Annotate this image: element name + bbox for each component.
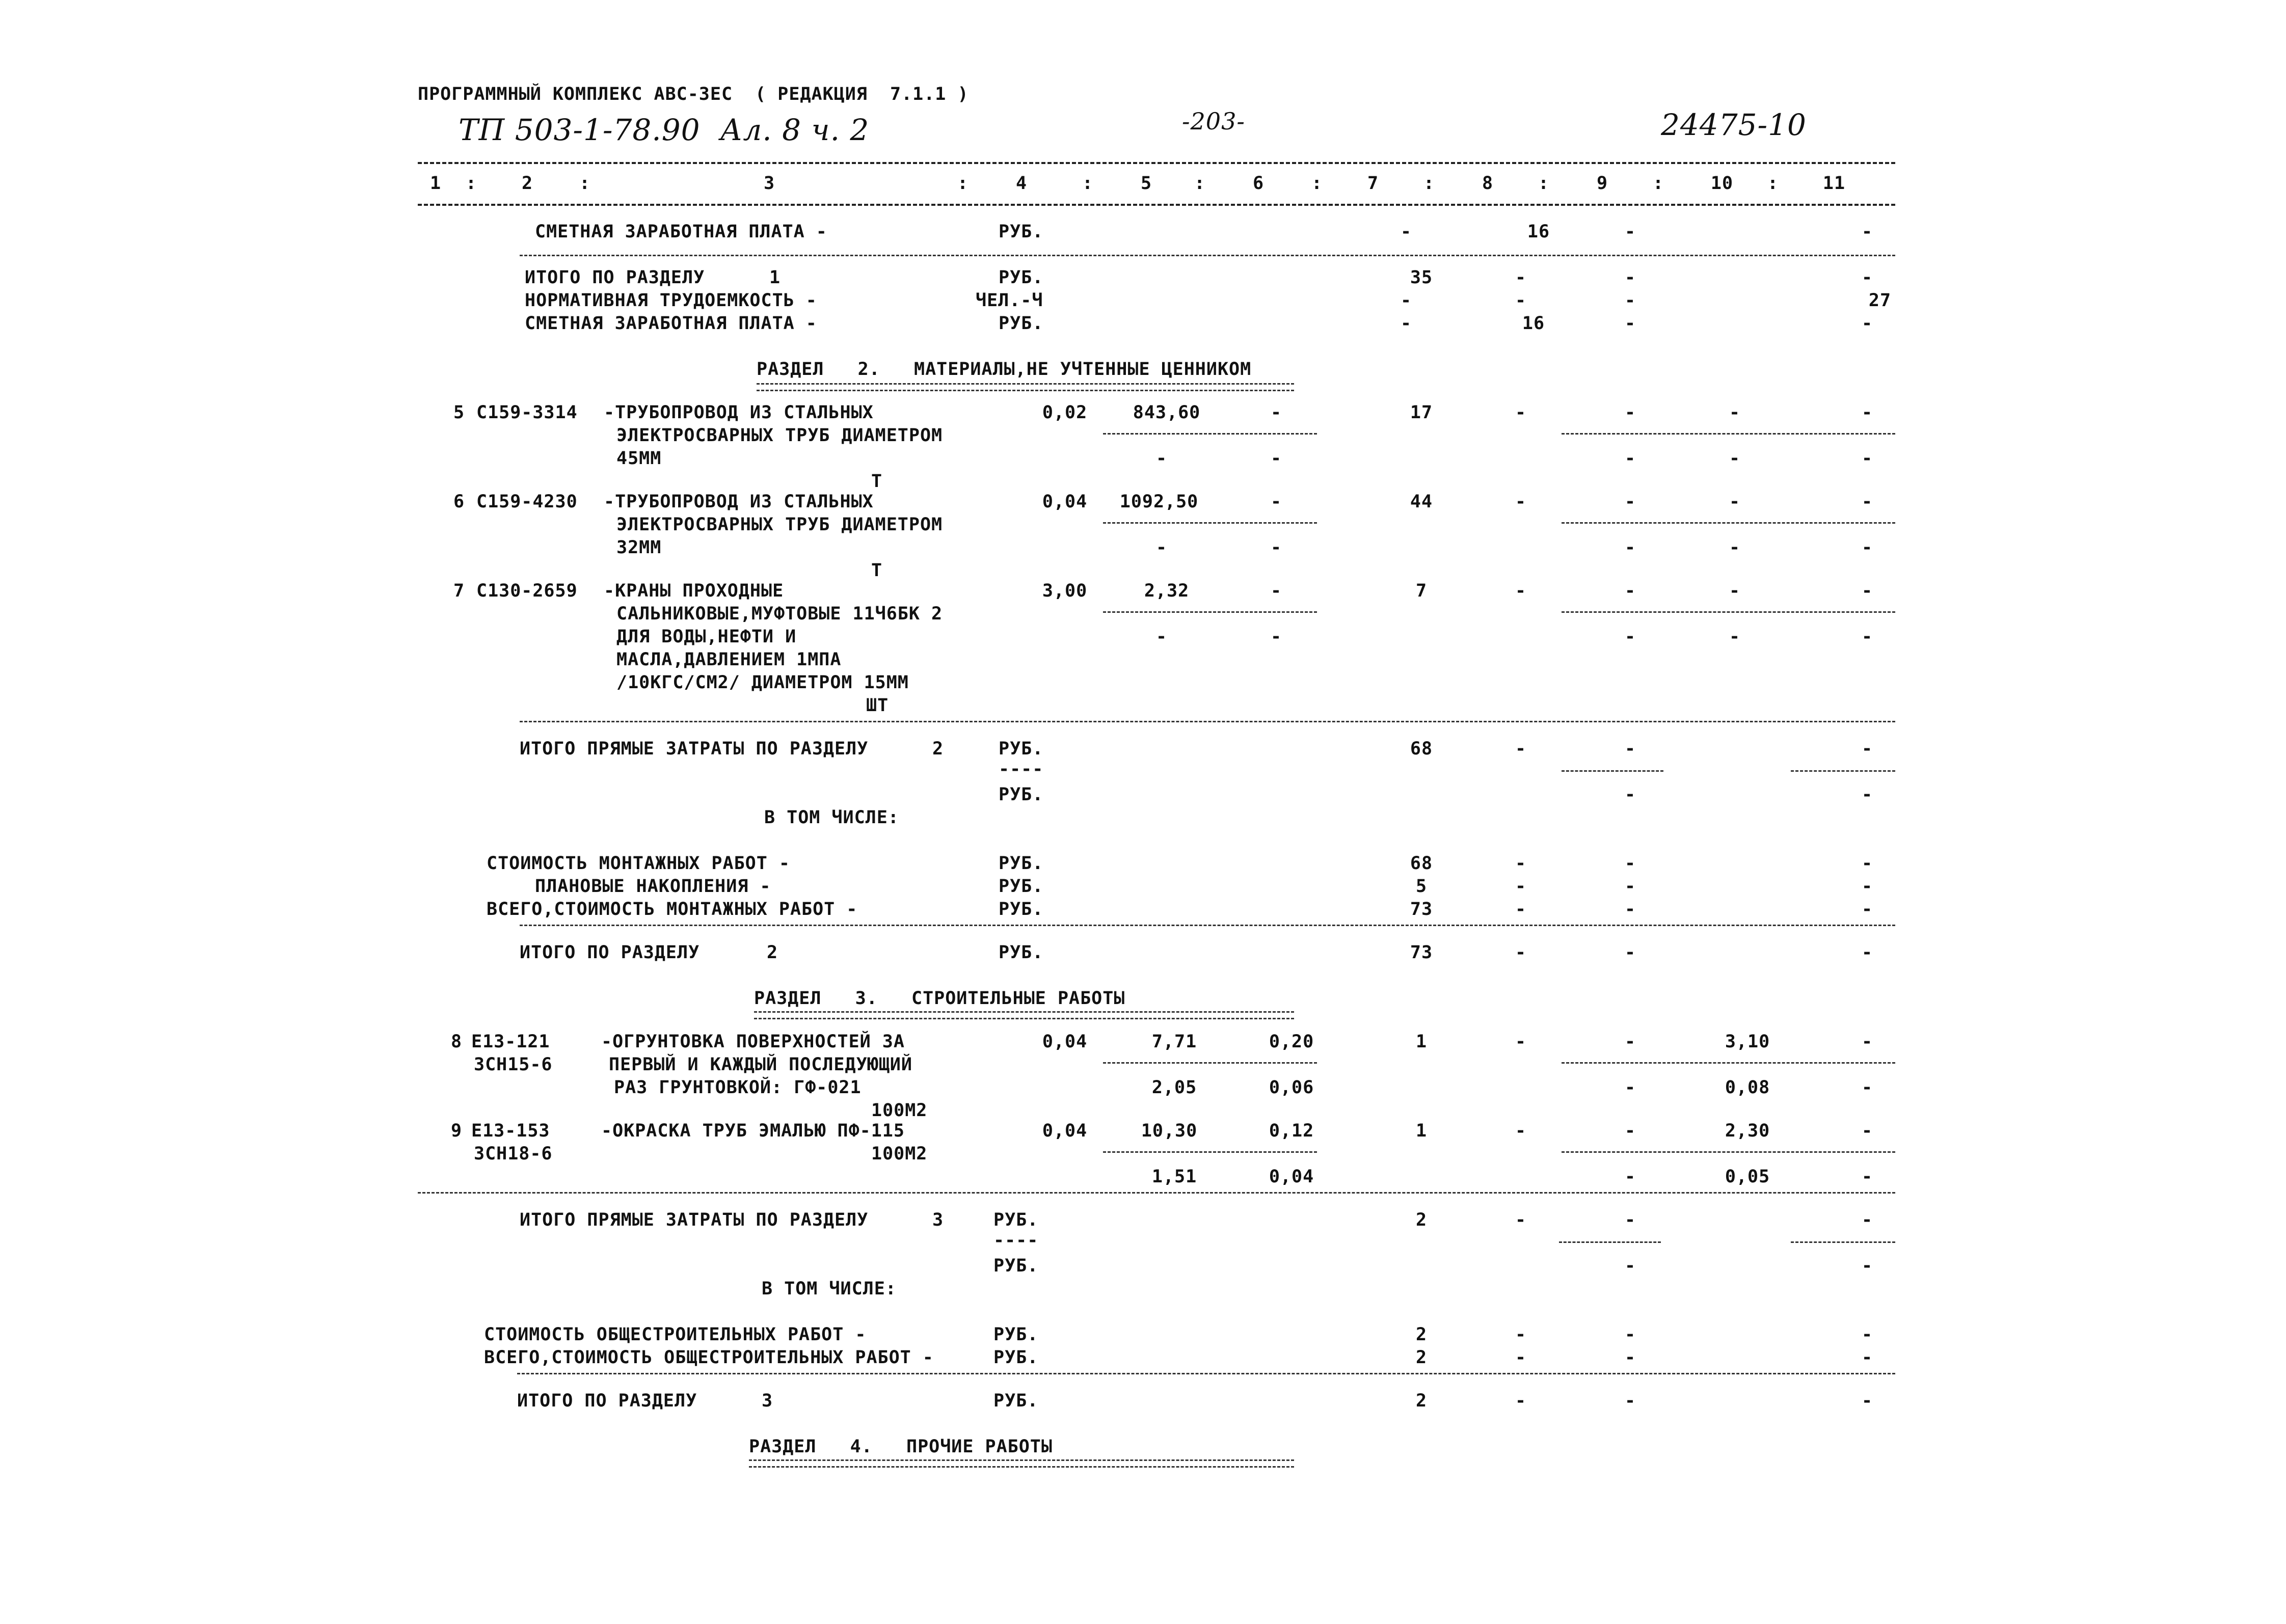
item-8-line-3: РАЗ ГРУНТОВКОЙ: ГФ-021	[614, 1077, 862, 1098]
item-5-no: 5	[453, 402, 465, 423]
item-8-code2: ЗСН15-6	[474, 1054, 553, 1075]
col-sep: :	[1311, 173, 1323, 194]
divider	[418, 1192, 1895, 1194]
item-9-c7: 1	[1415, 1121, 1428, 1141]
item-8-subline	[1562, 1062, 1895, 1064]
item-7-b6: -	[1270, 627, 1282, 647]
item-7-subline	[1103, 611, 1317, 613]
item-6-line-3: 32ММ	[616, 537, 662, 558]
s2-mount-c9: -	[1624, 853, 1636, 874]
item-5-c6: -	[1270, 402, 1282, 423]
s1-labor-c8: -	[1515, 290, 1527, 311]
s3-direct-subline	[1559, 1241, 1661, 1243]
s2-total-c9: -	[1624, 942, 1636, 963]
s2-all-label: ВСЕГО,СТОИМОСТЬ МОНТАЖНЫХ РАБОТ -	[487, 899, 858, 919]
s2-mount-label: СТОИМОСТЬ МОНТАЖНЫХ РАБОТ -	[487, 853, 790, 874]
doc-code: ТП 503-1-78.90 Ал. 8 ч. 2	[459, 113, 870, 147]
item-7-price: 2,32	[1144, 581, 1190, 601]
s3-total-c8: -	[1515, 1391, 1527, 1411]
item-5-c10: -	[1729, 402, 1741, 423]
item-8-c9: -	[1624, 1032, 1636, 1052]
s1-labor-unit: ЧЕЛ.-Ч	[976, 290, 1043, 311]
s2-direct-subline	[1791, 770, 1895, 772]
s1-labor-label: НОРМАТИВНАЯ ТРУДОЕМКОСТЬ -	[525, 290, 817, 311]
item-7-c9: -	[1624, 581, 1636, 601]
item-6-b11: -	[1861, 537, 1873, 558]
s1-wage-c8: 16	[1522, 313, 1545, 334]
col-header-3: 3	[763, 173, 775, 194]
s0-wage-label: СМЕТНАЯ ЗАРАБОТНАЯ ПЛАТА -	[535, 222, 827, 242]
s3-total-label: ИТОГО ПО РАЗДЕЛУ	[517, 1391, 697, 1411]
s3-direct-unit2: РУБ.	[993, 1256, 1039, 1276]
item-5-qty: 0,02	[1042, 402, 1088, 423]
s3-direct-b9: -	[1624, 1256, 1636, 1276]
item-7-c6: -	[1270, 581, 1282, 601]
item-9-code2: ЗСН18-6	[474, 1144, 553, 1164]
col-header-10: 10	[1710, 173, 1734, 194]
item-8-c7: 1	[1415, 1032, 1428, 1052]
s2-mount-c8: -	[1515, 853, 1527, 874]
item-5-subline	[1562, 433, 1895, 435]
s1-total-c11: -	[1861, 267, 1873, 288]
item-8-b11: -	[1861, 1077, 1873, 1098]
item-6-no: 6	[453, 492, 465, 512]
item-8-line-1: -ОГРУНТОВКА ПОВЕРХНОСТЕЙ ЗА	[601, 1032, 905, 1052]
item-6-c7: 44	[1410, 492, 1433, 512]
s2-total-num: 2	[767, 942, 778, 963]
item-6-line-1: -ТРУБОПРОВОД ИЗ СТАЛЬНЫХ	[604, 492, 874, 512]
item-8-qty: 0,04	[1042, 1032, 1088, 1052]
s1-total-c8: -	[1515, 267, 1527, 288]
section-3-title: РАЗДЕЛ 3. СТРОИТЕЛЬНЫЕ РАБОТЫ	[754, 988, 1125, 1009]
s2-total-c7: 73	[1410, 942, 1433, 963]
s1-wage-c9: -	[1624, 313, 1636, 334]
s1-wage-label: СМЕТНАЯ ЗАРАБОТНАЯ ПЛАТА -	[525, 313, 817, 334]
item-8-no: 8	[451, 1032, 463, 1052]
item-6-c8: -	[1515, 492, 1527, 512]
s3-direct-c8: -	[1515, 1210, 1527, 1230]
s3-direct-c9: -	[1624, 1210, 1636, 1230]
col-sep: :	[1652, 173, 1664, 194]
col-header-1: 1	[429, 173, 442, 194]
item-6-price: 1092,50	[1119, 492, 1199, 512]
item-9-subline	[1103, 1151, 1317, 1153]
divider	[520, 255, 1895, 256]
item-7-no: 7	[453, 581, 465, 601]
col-header-2: 2	[521, 173, 533, 194]
item-9-b5: 1,51	[1151, 1167, 1197, 1187]
s2-mount-c11: -	[1861, 853, 1873, 874]
s2-plan-c9: -	[1624, 876, 1636, 897]
item-8-b6: 0,06	[1269, 1077, 1314, 1098]
s3-total-c7: 2	[1415, 1391, 1428, 1411]
col-sep: :	[1538, 173, 1550, 194]
item-6-c9: -	[1624, 492, 1636, 512]
s1-total-c9: -	[1624, 267, 1636, 288]
s1-labor-c9: -	[1624, 290, 1636, 311]
item-5-code: С159-3314	[476, 402, 578, 423]
s3-direct-b11: -	[1861, 1256, 1873, 1276]
s2-direct-subline	[1562, 770, 1663, 772]
item-5-c7: 17	[1410, 402, 1433, 423]
s3-all-c8: -	[1515, 1347, 1527, 1368]
item-6-code: С159-4230	[476, 492, 578, 512]
item-9-c6: 0,12	[1269, 1121, 1314, 1141]
item-8-line-2: ПЕРВЫЙ И КАЖДЫЙ ПОСЛЕДУЮЩИЙ	[609, 1054, 912, 1075]
item-7-b10: -	[1729, 627, 1741, 647]
s1-total-label: ИТОГО ПО РАЗДЕЛУ	[525, 267, 705, 288]
s2-all-unit: РУБ.	[999, 899, 1044, 919]
item-9-c8: -	[1515, 1121, 1527, 1141]
s2-plan-unit: РУБ.	[999, 876, 1044, 897]
s3-total-c9: -	[1624, 1391, 1636, 1411]
col-sep: :	[1767, 173, 1779, 194]
item-7-line-1: -КРАНЫ ПРОХОДНЫЕ	[604, 581, 784, 601]
item-6-b10: -	[1729, 537, 1741, 558]
item-9-c11: -	[1861, 1121, 1873, 1141]
col-header-7: 7	[1367, 173, 1379, 194]
s1-wage-c7: -	[1400, 313, 1412, 334]
s3-direct-c7: 2	[1415, 1210, 1428, 1230]
s2-direct-c8: -	[1515, 739, 1527, 759]
divider	[520, 721, 1895, 722]
item-7-code: С130-2659	[476, 581, 578, 601]
s2-plan-label: ПЛАНОВЫЕ НАКОПЛЕНИЯ -	[535, 876, 771, 897]
s1-labor-c11: 27	[1868, 290, 1892, 311]
section-3-underline	[754, 1011, 1294, 1019]
s3-all-c7: 2	[1415, 1347, 1428, 1368]
s2-direct-unit2: РУБ.	[999, 784, 1044, 805]
s2-direct-label: ИТОГО ПРЯМЫЕ ЗАТРАТЫ ПО РАЗДЕЛУ	[520, 739, 869, 759]
item-7-b5: -	[1155, 627, 1168, 647]
item-8-c8: -	[1515, 1032, 1527, 1052]
item-7-c11: -	[1861, 581, 1873, 601]
s3-direct-subline	[1791, 1241, 1895, 1243]
s3-all-unit: РУБ.	[993, 1347, 1039, 1368]
s2-mount-unit: РУБ.	[999, 853, 1044, 874]
s2-direct-c7: 68	[1410, 739, 1433, 759]
col-header-6: 6	[1252, 173, 1265, 194]
item-6-c6: -	[1270, 492, 1282, 512]
item-7-unit: ШТ	[866, 695, 889, 716]
s1-labor-c7: -	[1400, 290, 1412, 311]
s3-direct-unit: РУБ.	[993, 1210, 1039, 1230]
item-9-subline	[1562, 1151, 1895, 1153]
item-8-c10: 3,10	[1725, 1032, 1770, 1052]
item-8-b10: 0,08	[1725, 1077, 1770, 1098]
col-sep: :	[957, 173, 969, 194]
s2-direct-b11: -	[1861, 784, 1873, 805]
item-9-code: Е13-153	[471, 1121, 550, 1141]
s3-general-unit: РУБ.	[993, 1324, 1039, 1345]
col-header-4: 4	[1015, 173, 1028, 194]
item-6-line-2: ЭЛЕКТРОСВАРНЫХ ТРУБ ДИАМЕТРОМ	[616, 515, 943, 535]
item-6-b5: -	[1155, 537, 1168, 558]
s2-direct-num: 2	[932, 739, 944, 759]
page-number: -203-	[1182, 107, 1245, 135]
s1-total-unit: РУБ.	[999, 267, 1044, 288]
item-9-c10: 2,30	[1725, 1121, 1770, 1141]
item-5-b5: -	[1155, 448, 1168, 469]
item-5-subline	[1103, 433, 1317, 435]
item-8-c11: -	[1861, 1032, 1873, 1052]
item-7-line-5: /10КГС/СМ2/ ДИАМЕТРОМ 15ММ	[616, 672, 909, 693]
col-header-11: 11	[1822, 173, 1846, 194]
section-2-underline	[757, 383, 1294, 391]
s3-incl-label: В ТОМ ЧИСЛЕ:	[762, 1279, 897, 1299]
item-5-b11: -	[1861, 448, 1873, 469]
s2-direct-unit: РУБ.	[999, 739, 1044, 759]
item-9-b11: -	[1861, 1167, 1873, 1187]
s3-total-num: 3	[762, 1391, 773, 1411]
item-6-b9: -	[1624, 537, 1636, 558]
divider	[520, 925, 1895, 926]
s3-general-label: СТОИМОСТЬ ОБЩЕСТРОИТЕЛЬНЫХ РАБОТ -	[484, 1324, 867, 1345]
s0-wage-c11: -	[1861, 222, 1873, 242]
s0-wage-c8: 16	[1527, 222, 1550, 242]
item-8-unit: 100М2	[871, 1100, 928, 1121]
item-7-c7: 7	[1415, 581, 1428, 601]
item-7-qty: 3,00	[1042, 581, 1088, 601]
s1-total-num: 1	[769, 267, 781, 288]
s2-plan-c11: -	[1861, 876, 1873, 897]
item-5-unit: Т	[871, 471, 883, 492]
s3-all-c11: -	[1861, 1347, 1873, 1368]
s2-direct-c11: -	[1861, 739, 1873, 759]
s3-direct-dash: ----	[993, 1230, 1039, 1251]
item-7-c10: -	[1729, 581, 1741, 601]
item-9-unit: 100М2	[871, 1144, 928, 1164]
item-8-price: 7,71	[1151, 1032, 1197, 1052]
s1-total-c7: 35	[1410, 267, 1433, 288]
s2-total-c8: -	[1515, 942, 1527, 963]
item-9-b9: -	[1624, 1167, 1636, 1187]
item-5-b10: -	[1729, 448, 1741, 469]
s3-all-label: ВСЕГО,СТОИМОСТЬ ОБЩЕСТРОИТЕЛЬНЫХ РАБОТ -	[484, 1347, 934, 1368]
item-6-subline	[1562, 522, 1895, 524]
s3-direct-num: 3	[932, 1210, 944, 1230]
item-6-qty: 0,04	[1042, 492, 1088, 512]
s3-total-unit: РУБ.	[993, 1391, 1039, 1411]
item-9-qty: 0,04	[1042, 1121, 1088, 1141]
item-8-subline	[1103, 1062, 1317, 1064]
s0-wage-unit: РУБ.	[999, 222, 1044, 242]
item-6-b6: -	[1270, 537, 1282, 558]
item-5-line-1: -ТРУБОПРОВОД ИЗ СТАЛЬНЫХ	[604, 402, 874, 423]
item-7-line-3: ДЛЯ ВОДЫ,НЕФТИ И	[616, 627, 797, 647]
s1-wage-c11: -	[1861, 313, 1873, 334]
s2-total-unit: РУБ.	[999, 942, 1044, 963]
s2-all-c7: 73	[1410, 899, 1433, 919]
col-sep: :	[1082, 173, 1094, 194]
item-7-line-4: МАСЛА,ДАВЛЕНИЕМ 1МПА	[616, 649, 842, 670]
header-rule-top	[418, 162, 1895, 164]
item-7-c8: -	[1515, 581, 1527, 601]
archive-number: 24475-10	[1661, 107, 1807, 142]
item-9-line-1: -ОКРАСКА ТРУБ ЭМАЛЬЮ ПФ-115	[601, 1121, 905, 1141]
item-8-code: Е13-121	[471, 1032, 550, 1052]
s3-general-c8: -	[1515, 1324, 1527, 1345]
s0-wage-c7: -	[1400, 222, 1412, 242]
item-6-c10: -	[1729, 492, 1741, 512]
s3-total-c11: -	[1861, 1391, 1873, 1411]
col-header-5: 5	[1140, 173, 1152, 194]
section-4-underline	[749, 1459, 1294, 1468]
s2-all-c9: -	[1624, 899, 1636, 919]
s3-all-c9: -	[1624, 1347, 1636, 1368]
section-2-title: РАЗДЕЛ 2. МАТЕРИАЛЫ,НЕ УЧТЕННЫЕ ЦЕННИКОМ	[757, 359, 1252, 380]
item-9-no: 9	[451, 1121, 463, 1141]
item-9-b6: 0,04	[1269, 1167, 1314, 1187]
s2-direct-dash: ----	[999, 759, 1044, 779]
s2-all-c8: -	[1515, 899, 1527, 919]
col-sep: :	[579, 173, 591, 194]
item-8-c6: 0,20	[1269, 1032, 1314, 1052]
s2-direct-b9: -	[1624, 784, 1636, 805]
item-9-c9: -	[1624, 1121, 1636, 1141]
header-rule-bottom	[418, 204, 1895, 206]
s3-direct-c11: -	[1861, 1210, 1873, 1230]
program-header: ПРОГРАММНЫЙ КОМПЛЕКС АВС-ЗЕС ( РЕДАКЦИЯ 7.1.1 )	[418, 84, 969, 104]
s0-wage-c9: -	[1624, 222, 1636, 242]
col-header-8: 8	[1482, 173, 1494, 194]
item-7-b11: -	[1861, 627, 1873, 647]
col-sep: :	[1194, 173, 1206, 194]
s2-all-c11: -	[1861, 899, 1873, 919]
s1-wage-unit: РУБ.	[999, 313, 1044, 334]
col-sep: :	[1423, 173, 1435, 194]
item-7-subline	[1562, 611, 1895, 613]
divider	[517, 1373, 1895, 1374]
item-8-b9: -	[1624, 1077, 1636, 1098]
item-5-b6: -	[1270, 448, 1282, 469]
item-5-b9: -	[1624, 448, 1636, 469]
s2-total-c11: -	[1861, 942, 1873, 963]
item-8-b5: 2,05	[1151, 1077, 1197, 1098]
col-sep: :	[465, 173, 477, 194]
s2-mount-c7: 68	[1410, 853, 1433, 874]
item-6-c11: -	[1861, 492, 1873, 512]
s3-direct-label: ИТОГО ПРЯМЫЕ ЗАТРАТЫ ПО РАЗДЕЛУ	[520, 1210, 869, 1230]
item-5-c8: -	[1515, 402, 1527, 423]
item-7-b9: -	[1624, 627, 1636, 647]
item-5-c9: -	[1624, 402, 1636, 423]
s2-incl-label: В ТОМ ЧИСЛЕ:	[764, 807, 899, 828]
s3-general-c7: 2	[1415, 1324, 1428, 1345]
item-5-line-2: ЭЛЕКТРОСВАРНЫХ ТРУБ ДИАМЕТРОМ	[616, 425, 943, 446]
s2-plan-c7: 5	[1415, 876, 1428, 897]
item-6-unit: Т	[871, 560, 883, 581]
item-9-price: 10,30	[1141, 1121, 1198, 1141]
section-4-title: РАЗДЕЛ 4. ПРОЧИЕ РАБОТЫ	[749, 1437, 1053, 1457]
item-6-subline	[1103, 522, 1317, 524]
col-header-9: 9	[1596, 173, 1608, 194]
s3-general-c9: -	[1624, 1324, 1636, 1345]
item-5-line-3: 45ММ	[616, 448, 662, 469]
s3-general-c11: -	[1861, 1324, 1873, 1345]
item-5-price: 843,60	[1133, 402, 1201, 423]
item-7-line-2: САЛЬНИКОВЫЕ,МУФТОВЫЕ 11Ч6БК 2	[616, 604, 943, 624]
item-9-b10: 0,05	[1725, 1167, 1770, 1187]
s2-direct-c9: -	[1624, 739, 1636, 759]
s2-total-label: ИТОГО ПО РАЗДЕЛУ	[520, 942, 700, 963]
s2-plan-c8: -	[1515, 876, 1527, 897]
item-5-c11: -	[1861, 402, 1873, 423]
